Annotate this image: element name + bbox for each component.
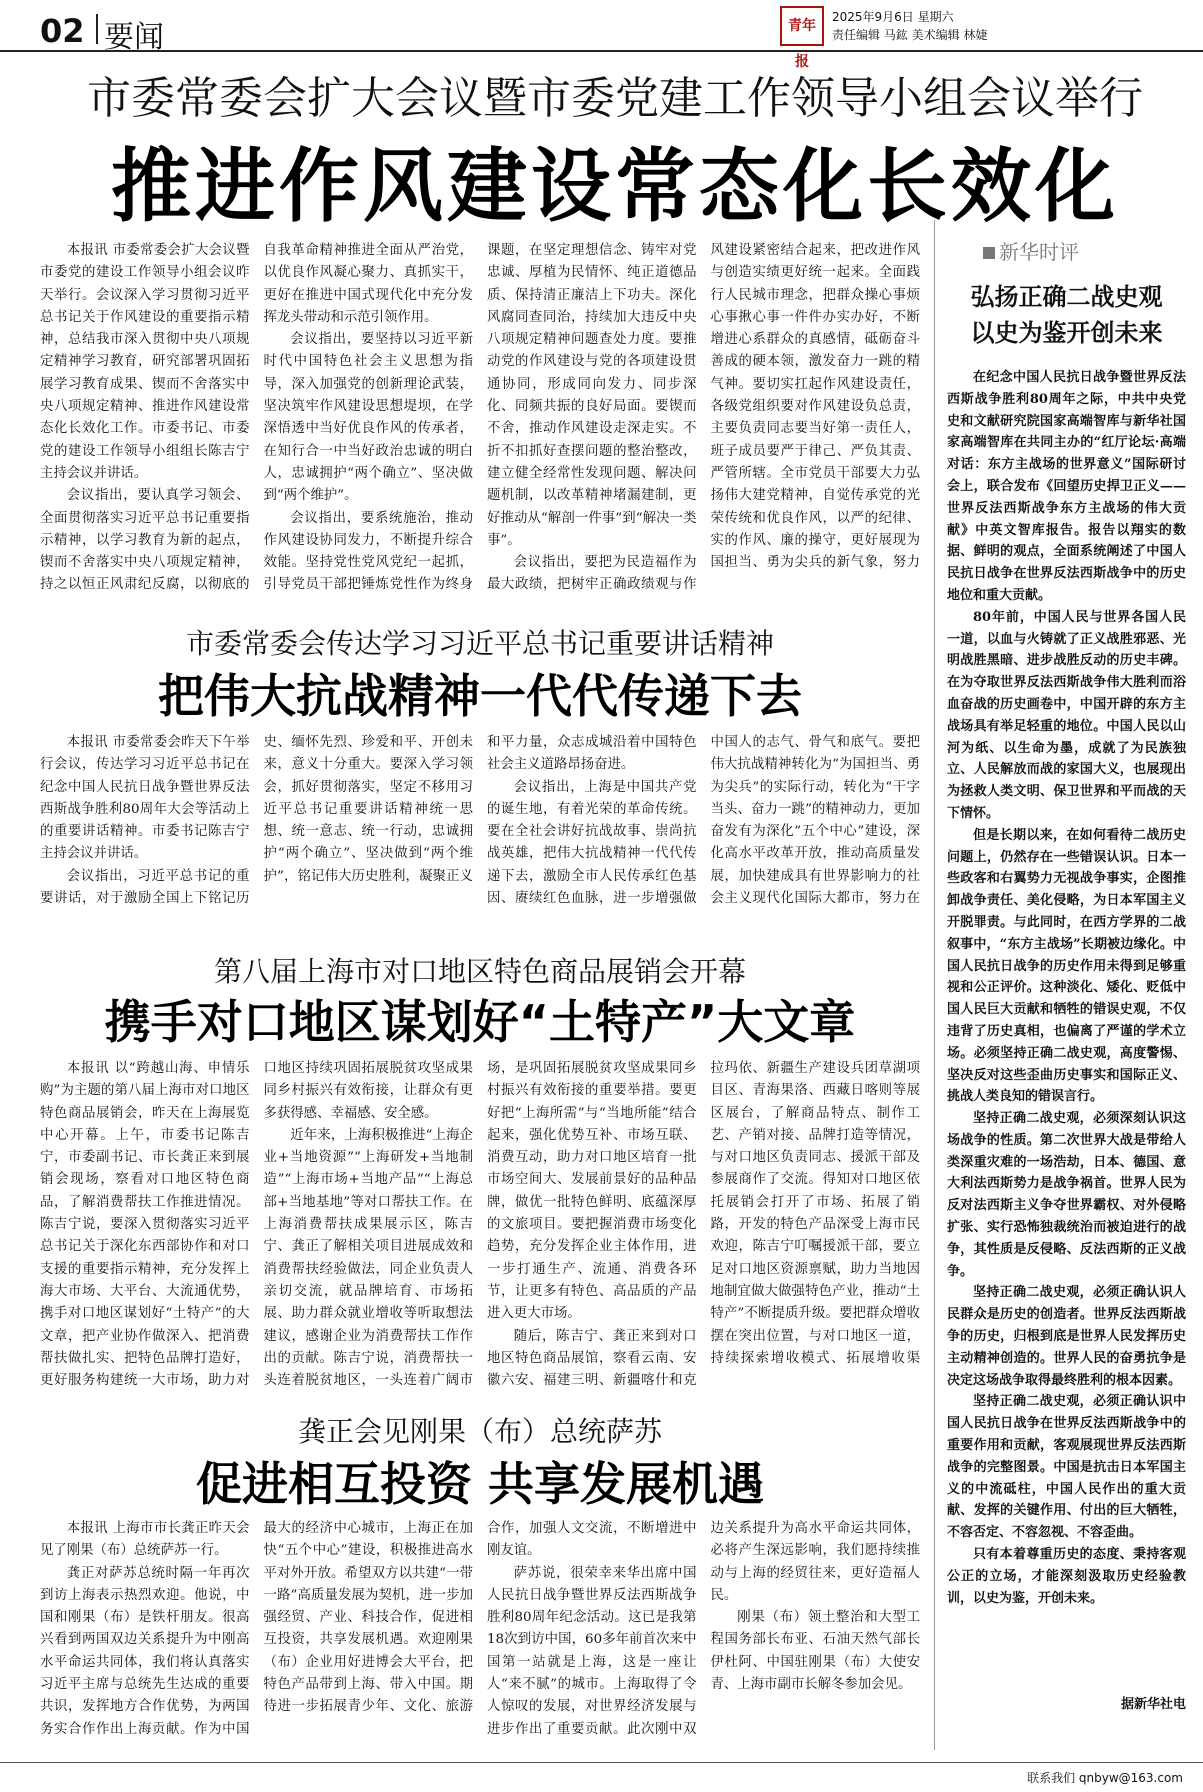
- article4-body: [40, 1518, 920, 1754]
- article4-headline: 促进相互投资 共享发展机遇: [195, 1457, 764, 1511]
- paragraph: 随后，陈吉宁、龚正来到对口地区特色商品展馆，察看云南、安徽六安、福建三明、新疆喀什和克拉玛依、新疆生产建设兵团草湖项目区、青海果洛、西藏日喀则等展区展台，了解商品特点、制作工艺、产销对接、品牌打造等情况，与对口地区负责同志、援派干部及参展商作了交流。得知对口地区依托展销会打开了市场、拓展了销路，开发的特色产品深受上海市民欢迎，陈吉宁叮嘱援派干部，要立足对口地区资源禀赋，助力当地因地制宜做大做强特色产业，推动“土特产”不断提质升级。要把群众增收摆在突出位置，与对口地区一道，持续探索增收模式、拓展增收渠: [487, 1061, 920, 1389]
- paragraph: 80年前，中国人民与世界各国人民一道，以血与火铸就了正义战胜邪恶、光明战胜黑暗、进步战胜反动的历史丰碑。在为夺取世界反法西斯战争伟大胜利而浴血奋战的历史画卷中，中国开辟的东方主战场具有举足轻重的地位。中国人民以山河为纸、以生命为墨，成就了为民族独立、人民解放而战的家国大义，也展现出为拯救人类文明、保卫世界和平而战的天下情怀。: [947, 609, 1186, 821]
- article1-kicker: 市委常委会扩大会议暨市委党建工作领导小组会议举行: [87, 73, 1143, 124]
- contact-email[interactable]: 联系我们 qnbyw@163.com: [1027, 1771, 1183, 1785]
- article4-text: [40, 1518, 920, 1754]
- paragraph: 会议指出，要认真学习领会、全面贯彻落实习近平总书记重要指示精神，以学习教育为新的起点，锲而不舍落实中央八项规定精神，持之以恒正风肃纪反腐，以彻底的自我革命精神推进全面从严治党，以优良作风凝心聚力、真抓实干，更好在推进中国式现代化中充分发挥龙头带动和示范引领作用。: [40, 243, 473, 593]
- paragraph: 坚持正确二战史观，必须正确认识人民群众是历史的创造者。世界反法西斯战争的历史，归根到底是世界人民发挥历史主动精神创造的。世界人民的奋勇抗争是决定这场战争取得最终胜利的根本因素。: [947, 1285, 1186, 1388]
- paragraph: 龚正对萨苏总统时隔一年再次到访上海表示热烈欢迎。他说，中国和刚果（布）是铁杆朋友。很高兴看到两国双边关系提升为中刚高水平命运共同体，我们将认真落实习近平主席与总统先生达成的重要共识，发挥地方合作优势，为两国务实合作作出上海贡献。作为中国最大的经济中心城市，上海正在加快“五个中心”建设，积极推进高水平对外开放。希望双方以共建“一带一路”高质量发展为契机，进一步加强经贸、产业、科技合作，促进相互投资，共享发展机遇。欢迎刚果（布）企业用好进博会大平台，把特色产品带到上海、带入中国。期待进一步拓展青少年、文化、旅游合作，加强人文交流，不断增进中刚友谊。: [40, 1521, 697, 1737]
- paragraph: 在纪念中国人民抗日战争暨世界反法西斯战争胜利80周年之际，中共中央党史和文献研究院国家高端智库与新华社国家高端智库在共同主办的“红厅论坛·高端对话：东方主战场的世界意义”国际研讨会上，联合发布《回望历史捍卫正义——世界反法西斯战争东方主战场的伟大贡献》中英文智库报告。报告以翔实的数据、鲜明的观点，全面系统阐述了中国人民抗日战争在世界反法西斯战争中的历史地位和重大贡献。: [947, 370, 1186, 603]
- paragraph: 萨苏说，很荣幸来华出席中国人民抗日战争暨世界反法西斯战争胜利80周年纪念活动。这已是我第18次到访中国，60多年前首次来中国第一站就是上海，这是一座让人“来不腻”的城市。上海取得了令人惊叹的发展，对世界经济发展与进步作出了重要贡献。此次刚中双边关系提升为高水平命运共同体，必将产生深远影响，我们愿持续推动与上海的经贸往来，更好造福人民。: [487, 1521, 920, 1737]
- article3-body: [40, 1058, 920, 1394]
- article1-text: [40, 240, 920, 606]
- paragraph: 但是长期以来，在如何看待二战历史问题上，仍然存在一些错误认识。日本一些政客和右翼势力无视战争事实，企图推卸战争责任、美化侵略，为日本军国主义开脱罪责。与此同时，在西方学界的二战叙事中，“东方主战场”长期被边缘化。中国人民抗日战争的历史作用未得到足够重视和公正评价。这种淡化、矮化、贬低中国人民巨大贡献和牺牲的错误史观，不仅违背了历史真相，也偏离了严谨的学术立场。必须坚持正确二战史观，高度警惕、坚决反对这些歪曲历史事实和国际正义、挑战人类良知的错误言行。: [947, 827, 1186, 1105]
- paragraph: 近年来，上海积极推进“上海企业+当地资源”“上海研发+当地制造”“上海市场+当地产品”“上海总部+当地基地”等对口帮扶工作。在上海消费帮扶成果展示区，陈吉宁、龚正了解相关项目进展成效和消费帮扶经验做法，同企业负责人亲切交流，就品牌培育、市场拓展、助力群众就业增收等听取想法建议，感谢企业为消费帮扶工作作出的贡献。陈吉宁说，消费帮扶一头连着脱贫地区，一头连着广阔市场，是巩固拓展脱贫攻坚成果同乡村振兴有效衔接的重要举措。要更好把“上海所需”与“当地所能”结合起来，强化优势互补、市场互联、消费互动，助力对口地区培育一批市场空间大、发展前景好的品种品牌，做优一批特色鲜明、底蕴深厚的文旅项目。要把握消费市场变化趋势，充分发挥企业主体作用，进一步打通生产、流通、消费各环节，让更多有特色、高品质的产品进入更大市场。: [263, 1061, 697, 1389]
- newspaper-logo: 青年报: [780, 6, 824, 46]
- commentary-title-line: 弘扬正确二战史观: [970, 283, 1163, 311]
- commentary-title: [947, 279, 1186, 351]
- paragraph: 只有本着尊重历史的态度、秉持客观公正的立场，才能深刻汲取历史经验教训，以史为鉴，开创未来。: [947, 1547, 1186, 1606]
- article2-text: [40, 732, 920, 922]
- article3-headline: 携手对口地区谋划好“土特产”大文章: [104, 995, 856, 1049]
- paragraph: 会议指出，要坚持以习近平新时代中国特色社会主义思想为指导，深入加强党的创新理论武装，坚决筑牢作风建设思想堤坝，在学深悟透中当好优良作风的传承者，在知行合一中当好政治忠诚的明白人，忠诚拥护“两个确立”、坚决做到“两个维护”。: [263, 332, 473, 504]
- paragraph: 本报讯 市委常委会扩大会议暨市委党的建设工作领导小组会议昨天举行。会议深入学习贯彻习近平总书记关于作风建设的重要指示精神，总结我市深入贯彻中央八项规定精神学习教育，研究部署巩固拓展学习教育成果、锲而不舍落实中央八项规定精神、推进作风建设常态化长效化工作。市委书记、市委党的建设工作领导小组组长陈吉宁主持会议并讲话。: [40, 243, 250, 481]
- article2-headline: 把伟大抗战精神一代代传递下去: [158, 669, 802, 723]
- square-bullet-icon: [983, 247, 995, 259]
- editor-credits: 责任编辑 马鈜 美术编辑 林婕: [832, 28, 988, 42]
- paragraph: 会议指出，习近平总书记的重要讲话，对于激励全国上下铭记历史、缅怀先烈、珍爱和平、开创未来，意义十分重大。要深入学习领会，抓好贯彻落实，坚定不移用习近平总书记重要讲话精神统一思想、统一意志、统一行动，忠诚拥护“两个确立”、坚决做到“两个维护”，铭记伟大历史胜利，凝聚正义和平力量，众志成城沿着中国特色社会主义道路昂扬奋进。: [40, 735, 697, 907]
- section-divider: [96, 14, 98, 44]
- page-number: 02: [40, 12, 85, 50]
- commentary-source: 据新华社电: [1120, 1697, 1186, 1712]
- issue-date: 2025年9月6日 星期六: [832, 10, 954, 24]
- article3-kicker: 第八届上海市对口地区特色商品展销会开幕: [213, 955, 746, 988]
- commentary-body: [947, 367, 1186, 1687]
- paragraph: 本报讯 以“跨越山海、申情乐购”为主题的第八届上海市对口地区特色商品展销会，昨天在上海展览中心开幕。上午，市委书记陈吉宁，市委副书记、市长龚正来到展销会现场，察看对口地区特色商品，了解消费帮扶工作推进情况。陈吉宁说，要深入贯彻落实习近平总书记关于深化东西部协作和对口支援的重要指示精神，充分发挥上海大市场、大平台、大流通优势，携手对口地区谋划好“土特产”的大文章，把产业协作做深入、把消费帮扶做扎实、把特色品牌打造好，更好服务构建统一大市场，助力对口地区持续巩固拓展脱贫攻坚成果同乡村振兴有效衔接，让群众有更多获得感、幸福感、安全感。: [40, 1061, 473, 1389]
- commentary-brand-label: 新华时评: [999, 240, 1079, 264]
- page-header: [0, 0, 1203, 70]
- commentary-brand: [983, 236, 1186, 265]
- page-footer: [0, 1762, 1203, 1792]
- section-name: 要闻: [104, 20, 164, 55]
- paragraph: 坚持正确二战史观，必须深刻认识这场战争的性质。第二次世界大战是带给人类深重灾难的一场浩劫，日本、德国、意大利法西斯势力是战争祸首。世界人民为反对法西斯主义争夺世界霸权、对外侵略扩张、实行恐怖独裁统治而被迫进行的战争，其性质是反侵略、反法西斯的正义战争。: [947, 1111, 1186, 1279]
- paragraph: 坚持正确二战史观，必须正确认识中国人民抗日战争在世界反法西斯战争中的重要作用和贡献，客观展现世界反法西斯战争的完整图景。中国是抗击日本军国主义的中流砥柱，中国人民作出的重大贡献、发挥的关键作用、付出的巨大牺牲，不容否定、不容忽视、不容歪曲。: [947, 1394, 1186, 1541]
- article1-body: [40, 240, 920, 606]
- commentary-title-line: 以史为鉴开创未来: [970, 319, 1163, 347]
- article2-kicker: 市委常委会传达学习习近平总书记重要讲话精神: [185, 627, 774, 660]
- paragraph: 会议指出，要把为民造福作为最大政绩，把树牢正确政绩观与作风建设紧密结合起来，把改进作风与创造实绩更好统一起来。全面践行人民城市理念，把群众操心事烦心事揪心事一件件办实办好，不断增进心系群众的真感情，砥砺奋斗善成的硬本领，激发奋力一跳的精气神。要切实扛起作风建设责任，各级党组织要对作风建设负总责，主要负责同志要当好第一责任人，班子成员要严于律己、严负其责、严管所辖。全市党员干部要大力弘扬伟大建党精神，自觉传承党的光荣传统和优良作风，以严的纪律、实的作风、廉的操守，更好展现为国担当、勇为尖兵的新气象，努力: [487, 243, 920, 593]
- article1-headline: 推进作风建设常态化长效化: [111, 140, 1119, 233]
- article4-kicker: 龚正会见刚果（布）总统萨苏: [297, 1415, 662, 1448]
- paragraph: 本报讯 市委常委会昨天下午举行会议，传达学习习近平总书记在纪念中国人民抗日战争暨世界反法西斯战争胜利80周年大会等活动上的重要讲话精神。市委书记陈吉宁主持会议并讲话。: [40, 735, 250, 862]
- paragraph: 本报讯 上海市市长龚正昨天会见了刚果（布）总统萨苏一行。: [40, 1521, 250, 1559]
- paragraph: 会议指出，上海是中国共产党的诞生地，有着光荣的革命传统。要在全社会讲好抗战故事、崇尚抗战英雄，把伟大抗战精神一代代传递下去，激励全市人民传承红色基因、赓续红色血脉，进一步增强做中国人的志气、骨气和底气。要把伟大抗战精神转化为“为国担当、勇为尖兵”的实际行动，转化为“干字当头、奋力一跳”的精神动力，更加奋发有为深化“五个中心”建设，深化高水平改革开放，推动高质量发展，加快建成具有世界影响力的社会主义现代化国际大都市，努力在: [487, 735, 920, 907]
- article2-body: [40, 732, 920, 922]
- paragraph: 会议指出，要系统施治，推动作风建设协同发力，不断提升综合效能。坚持党性党风党纪一起抓，引导党员干部把锤炼党性作为终身课题，在坚定理想信念、铸牢对党忠诚、厚植为民情怀、纯正道德品质、保持清正廉洁上下功夫。深化风腐同查同治，持续加大违反中央八项规定精神问题查处力度。要推动党的作风建设与党的各项建设贯通协同，形成同向发力、同步深化、同频共振的良好局面。要锲而不舍，推动作风建设走深走实。不折不扣抓好查摆问题的整治整改，建立健全经常性发现问题、解决问题机制，以改革精神堵漏建制，更好推动从“解剖一件事”到“解决一类事”。: [263, 243, 697, 593]
- article3-text: [40, 1058, 920, 1394]
- commentary-sidebar: [934, 220, 1186, 1750]
- paragraph: 刚果（布）领土整治和大型工程国务部长布亚、石油天然气部长伊杜阿、中国驻刚果（布）大使安青、上海市副市长解冬参加会见。: [710, 1610, 920, 1693]
